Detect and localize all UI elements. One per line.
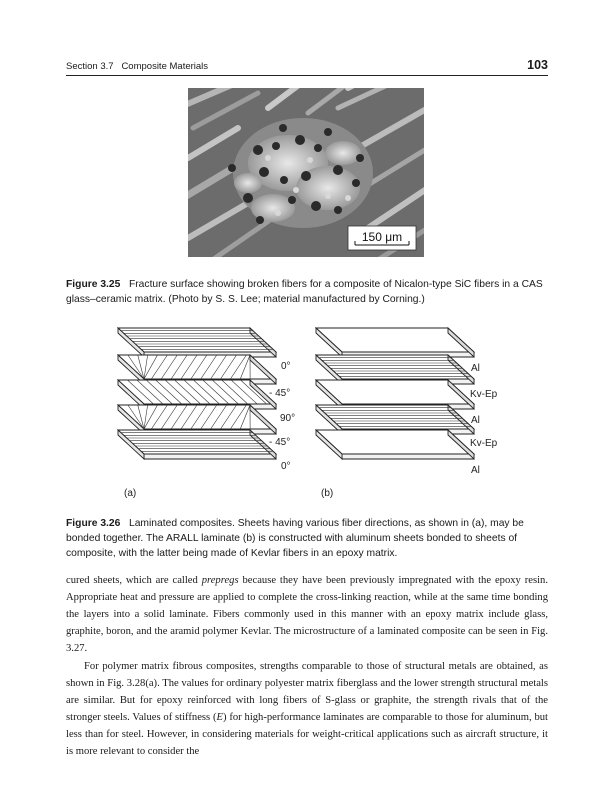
figure-3-25-caption <box>66 277 550 307</box>
layer-label-2: Kv-Ep <box>470 389 498 400</box>
layer-label-1: Al <box>471 363 480 374</box>
layer-label-5: Al <box>471 465 480 476</box>
sheet-a-1 <box>118 328 276 357</box>
figure-3-26-label: Figure 3.26 <box>66 518 121 529</box>
term-prepregs: prepregs <box>201 575 239 586</box>
laminate-diagram <box>100 318 520 504</box>
layer-label-3: Al <box>471 415 480 426</box>
figure-3-26-caption <box>66 516 550 561</box>
panel-b-label: (b) <box>321 488 334 499</box>
paragraph-2-start: For polymer matrix fibrous composites, strengths comparable to those of structural metals are obtained, as shown in Fig. 3.28(a). The values for ordinary polyester matrix fiberglass and the lower strength structural metals are similar. But for epoxy reinforced with long fibers of S-glass or graphite, the strength rivals that of the stronger steels. Values of stiffness ( <box>66 661 548 724</box>
panel-a-label: (a) <box>124 488 137 499</box>
paragraph-1-start: cured sheets, which are called <box>66 575 202 586</box>
figure-3-26-text: Laminated composites. Sheets having various fiber directions, as shown in (a), may be bonded together. The ARALL laminate (b) is constructed with aluminum sheets bonded to sheets of composite, with the latter being made of Kevlar fibers in an epoxy matrix. <box>66 518 524 559</box>
fracture-surface-photo <box>188 88 424 257</box>
sheet-b-1 <box>316 328 474 357</box>
page-number: 103 <box>527 58 548 72</box>
angle-label-2: - 45° <box>269 388 291 399</box>
layer-label-4: Kv-Ep <box>470 438 498 449</box>
paragraph-1 <box>66 572 548 658</box>
paragraph-2-rest: ) for high-performance laminates are comparable to those for aluminum, but less than for steel. However, in considering materials for weight-critical applications such as aircraft structure, it is more relevant to consider the <box>66 712 548 758</box>
figure-3-25-label: Figure 3.25 <box>66 279 121 290</box>
angle-label-4: - 45° <box>269 437 291 448</box>
panel-a-stack <box>118 328 276 459</box>
paragraph-2 <box>66 658 548 761</box>
header-rule <box>66 75 548 76</box>
scale-bar-label: 150 μm <box>361 230 403 244</box>
panel-b-stack <box>316 328 474 459</box>
paragraph-1-rest: because they have been previously impregnated with the epoxy resin. Appropriate heat and pressure are applied to complete the cross-linking reaction, while at the same time bonding the layers into a solid laminate. Fibers commonly used in this manner with an epoxy matrix include glass, graphite, boron, and the aramid polymer Kevlar. The microstructure of a laminated composite can be seen in Fig. 3.27. <box>66 575 548 655</box>
angle-label-1: 0° <box>281 361 291 372</box>
angle-label-5: 0° <box>281 461 291 472</box>
angle-label-3: 90° <box>280 413 296 424</box>
sheet-a-5 <box>118 430 276 459</box>
running-header <box>66 58 548 76</box>
stiffness-symbol: E <box>216 712 223 724</box>
body-text <box>66 572 548 761</box>
figure-3-25-text: Fracture surface showing broken fibers for a composite of Nicalon-type SiC fibers in a CAS glass–ceramic matrix. (Photo by S. S. Lee; material manufactured by Corning.) <box>66 279 543 305</box>
section-title: Section 3.7 Composite Materials <box>66 61 209 72</box>
sheet-b-5 <box>316 430 474 459</box>
